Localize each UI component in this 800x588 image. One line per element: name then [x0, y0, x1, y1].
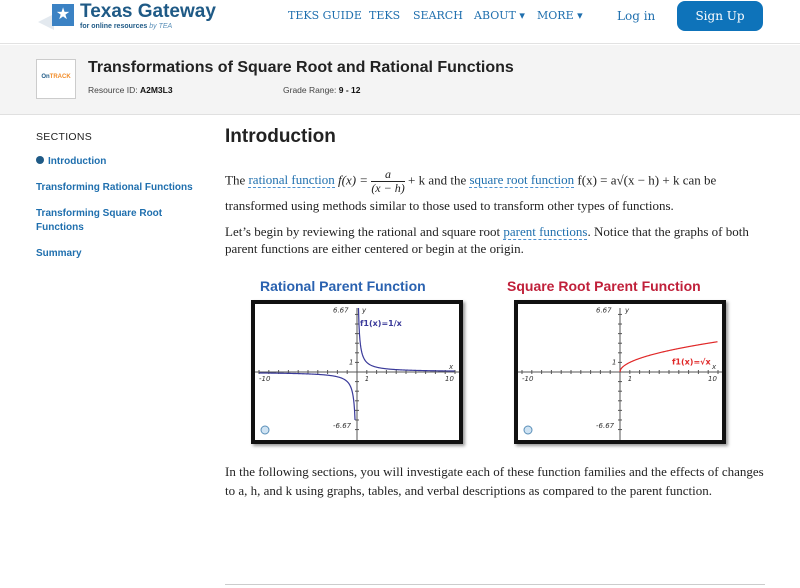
rational-graph-title: Rational Parent Function	[260, 278, 426, 294]
login-link[interactable]: Log in	[617, 9, 656, 23]
parent-functions-link[interactable]: parent functions	[503, 224, 588, 239]
square-root-function-link[interactable]: square root function	[469, 172, 575, 188]
texas-gateway-logo[interactable]	[38, 1, 228, 34]
conclusion	[225, 462, 765, 506]
tick-label-y1: 1	[612, 358, 617, 367]
tick-label-xmin: -10	[522, 375, 534, 383]
sidebar-item-transforming-rational[interactable]: Transforming Rational Functions	[36, 182, 193, 193]
signup-button[interactable]: Sign Up	[677, 1, 763, 31]
tick-label-ymin: -6.67	[596, 422, 615, 430]
sqrt-graph	[514, 300, 726, 444]
tick-label-x1: 1	[364, 375, 370, 383]
ontrack-logo: OnTRACK	[36, 59, 76, 99]
page-title: Transformations of Square Root and Rational Functions	[88, 59, 514, 76]
nav-teks-guide[interactable]: TEKS GUIDE	[288, 9, 362, 22]
function-label: f1(x)=1/x	[359, 318, 402, 328]
tick-label-xmax: 10	[708, 375, 717, 383]
nav-more[interactable]: MORE ▾	[537, 9, 583, 22]
active-dot-icon	[36, 156, 44, 164]
tick-label-xmax: 10	[445, 375, 454, 383]
menu-icon	[524, 426, 532, 434]
main-content	[225, 126, 765, 263]
intro-paragraph: The rational function f(x) = $\frac{a}{(x - h)} + k$ and the square root function f(x) = a√(x − h) + k can be transformed using methods similar to those used to transform other types of functions.	[225, 167, 717, 213]
sidebar-item-transforming-square-root[interactable]: Transforming Square Root Functions	[36, 208, 163, 233]
sidebar-item-summary[interactable]: Summary	[36, 248, 82, 259]
site-header	[0, 0, 800, 44]
logo-subtitle: for online resources by TEA	[80, 23, 173, 30]
tick-label-ymin: -6.67	[333, 422, 352, 430]
logo-title: Texas Gateway	[80, 1, 216, 22]
grade-range: Grade Range: 9 - 12	[283, 85, 361, 95]
section-heading: Introduction	[225, 126, 336, 147]
tick-label-xmin: -10	[259, 375, 271, 383]
sections-heading: SECTIONS	[36, 131, 93, 143]
nav-search[interactable]: SEARCH	[413, 9, 463, 22]
x-axis-label: x	[449, 363, 454, 371]
nav-teks[interactable]: TEKS	[369, 9, 401, 22]
tick-label-ymax: 6.67	[333, 306, 349, 315]
divider	[225, 584, 765, 585]
nav-about[interactable]: ABOUT ▾	[474, 9, 525, 22]
rational-graph	[251, 300, 463, 444]
resource-banner	[0, 45, 800, 115]
sidebar-item-introduction[interactable]: Introduction	[36, 155, 196, 169]
tick-label-y1: 1	[349, 358, 354, 367]
y-axis-label: y	[362, 306, 367, 315]
conclusion-paragraph: In the following sections, you will investigate each of these function families and the effects of changes to a, h, and k using graphs, tables, and verbal descriptions as compared to the parent function.	[225, 464, 764, 498]
tick-label-ymax: 6.67	[596, 306, 612, 315]
x-axis-label: x	[712, 363, 717, 371]
parent-paragraph: Let’s begin by reviewing the rational and square root parent functions. Notice that the graphs of both parent functions are either centered or begin at the origin.	[225, 224, 749, 256]
resource-id: Resource ID: A2M3L3	[88, 85, 173, 95]
menu-icon	[261, 426, 269, 434]
tick-label-x1: 1	[627, 375, 633, 383]
y-axis-label: y	[625, 306, 630, 315]
sqrt-graph-title: Square Root Parent Function	[507, 278, 701, 294]
sections-sidebar	[36, 131, 196, 273]
function-label: f1(x)=√x	[671, 357, 711, 367]
star-icon: ★	[52, 4, 74, 26]
rational-function-link[interactable]: rational function	[248, 172, 335, 188]
fraction: $\frac{a}{(x - h)}$	[371, 167, 405, 195]
